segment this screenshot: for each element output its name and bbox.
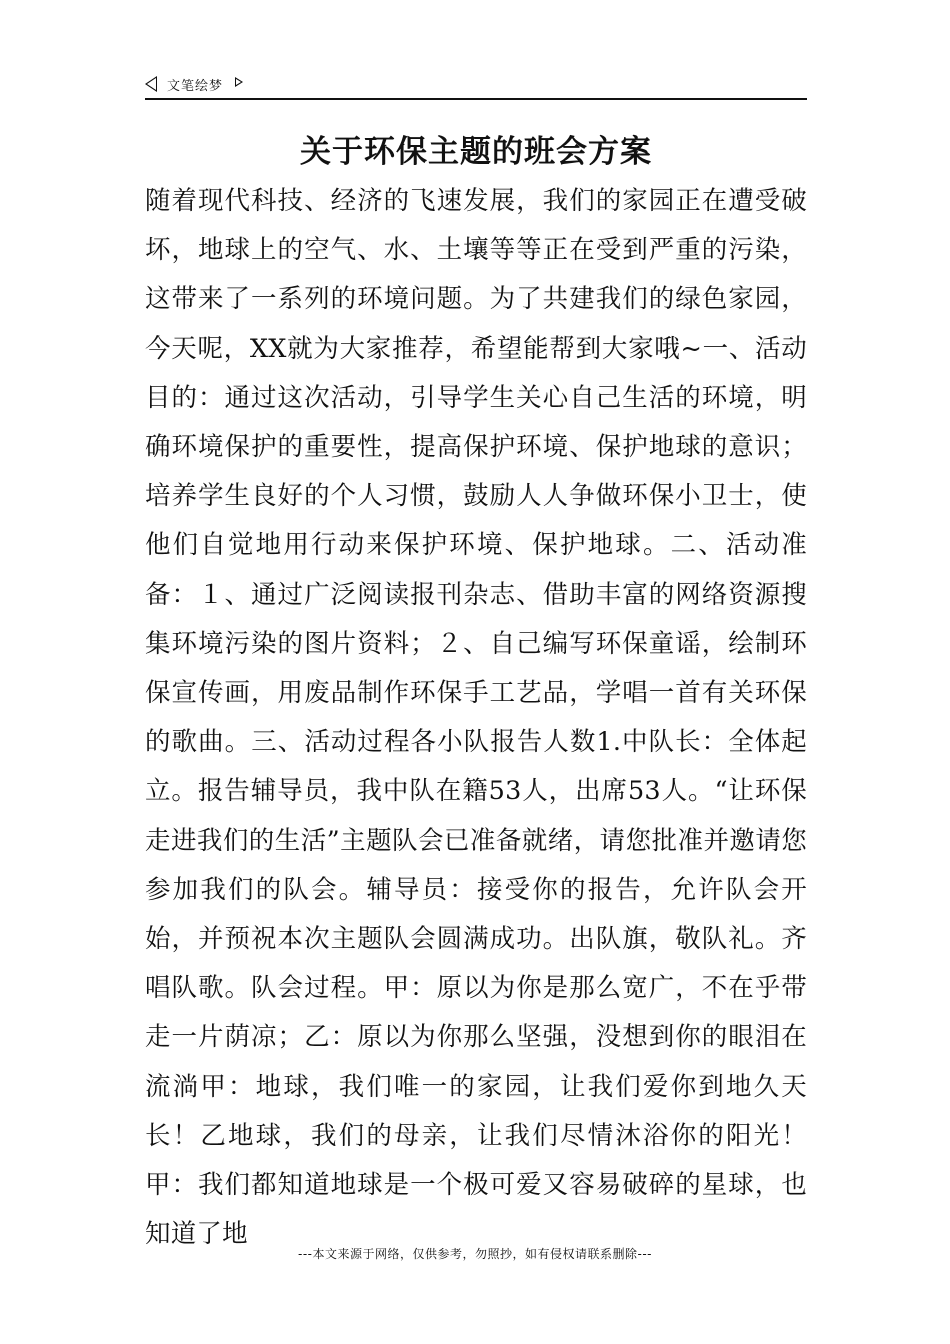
document-title: 关于环保主题的班会方案 — [300, 134, 652, 170]
page-header — [145, 72, 807, 100]
triangle-right-icon — [235, 77, 243, 87]
triangle-left-icon — [145, 76, 157, 92]
header-brand: 文笔绘梦 — [167, 79, 224, 94]
document-body: 随着现代科技、经济的飞速发展，我们的家园正在遭受破坏，地球上的空气、水、土壤等等正在受到严重的污染，这带来了一系列的环境问题。为了共建我们的绿色家园，今天呢，XX就为大家推荐，希望能帮到大家哦~一、活动目的：通过这次活动，引导学生关心自己生活的环境，明确环境保护的重要性，提高保护环境、保护地球的意识；培养学生良好的个人习惯，鼓励人人争做环保小卫士，使他们自觉地用行动来保护环境、保护地球。二、活动准备：１、通过广泛阅读报刊杂志、借助丰富的网络资源搜集环境污染的图片资料；２、自己编写环保童谣，绘制环保宣传画，用废品制作环保手工艺品，学唱一首有关环保的歌曲。三、活动过程各小队报告人数1.中队长：全体起立。报告辅导员，我中队在籍53人，出席53人。“让环保走进我们的生活”主题队会已准备就绪，请您批准并邀请您参加我们的队会。辅导员：接受你的报告，允许队会开始，并预祝本次主题队会圆满成功。出队旗，敬队礼。齐唱队歌。队会过程。甲：原以为你是那么宽广，不在乎带走一片荫凉；乙：原以为你那么坚强，没想到你的眼泪在流淌甲：地球，我们唯一的家园，让我们爱你到地久天长！乙地球，我们的母亲，让我们尽情沐浴你的阳光！甲：我们都知道地球是一个极可爱又容易破碎的星球，也知道了地 — [145, 186, 807, 1250]
page-footer: ---本文来源于网络，仅供参考，勿照抄，如有侵权请联系删除--- — [298, 1247, 652, 1261]
